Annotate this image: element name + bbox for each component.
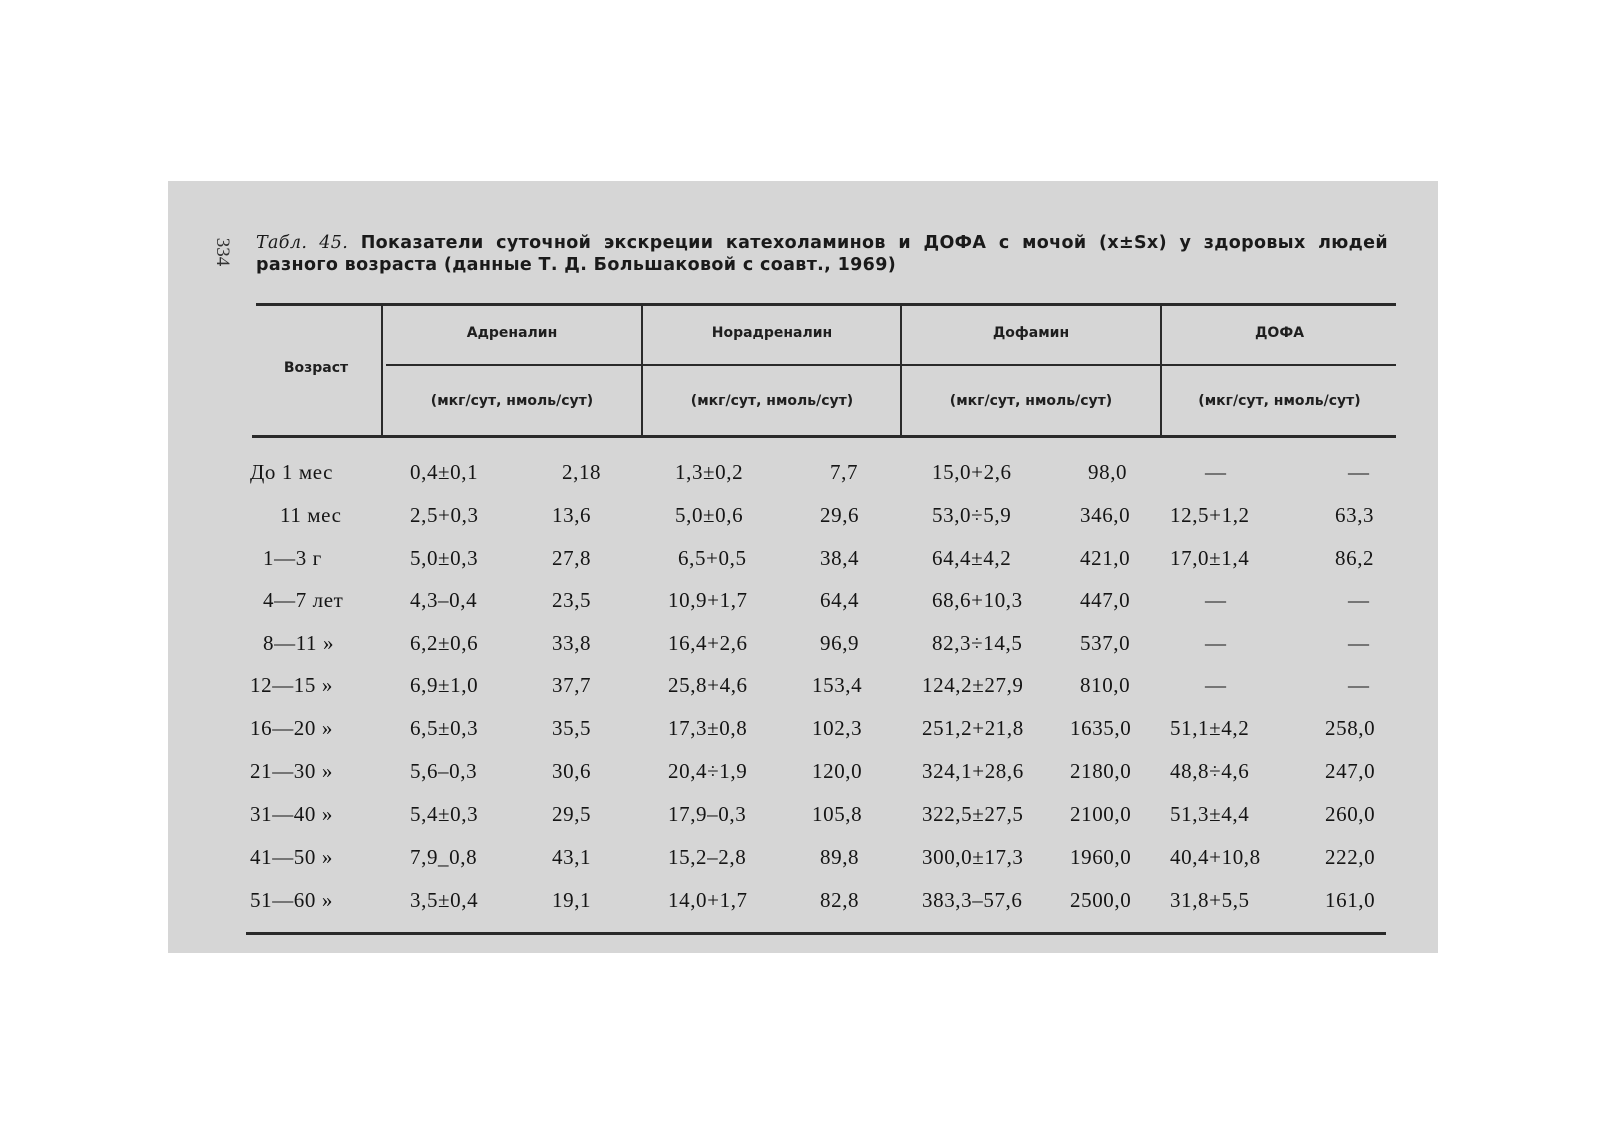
cell-adrenaline-nmol: 19,1 — [552, 888, 592, 912]
caption-text: Показатели суточной экскреции катехоламинов и ДОФА с мочой (x±Sx) у здоровых людей разного возраста (данные Т. Д. Большаковой с соавт., 1969) — [256, 233, 1388, 275]
cell-age: До 1 мес — [250, 460, 334, 484]
cell-age: 16—20 » — [250, 716, 333, 740]
cell-dopa-mcg: — — [1205, 460, 1227, 484]
cell-dopamine-mcg: 64,4±4,2 — [932, 546, 1012, 570]
cell-noradrenaline-mcg: 17,9–0,3 — [668, 802, 747, 826]
cell-dopamine-mcg: 300,0±17,3 — [922, 845, 1024, 869]
cell-dopamine-mcg: 322,5±27,5 — [922, 802, 1024, 826]
header-noradrenaline: Норадреналин — [711, 325, 833, 341]
cell-dopamine-mcg: 124,2±27,9 — [922, 673, 1024, 697]
cell-dopa-nmol: — — [1348, 631, 1370, 655]
cell-age: 51—60 » — [250, 888, 333, 912]
cell-dopamine-nmol: 810,0 — [1080, 673, 1131, 697]
header-dopamine: Дофамин — [992, 325, 1070, 341]
header-adrenaline: Адреналин — [466, 325, 558, 341]
cell-adrenaline-mcg: 7,9_0,8 — [410, 845, 478, 869]
cell-age: 8—11 » — [263, 631, 335, 655]
cell-dopa-nmol: 260,0 — [1325, 802, 1376, 826]
cell-noradrenaline-mcg: 16,4+2,6 — [668, 631, 748, 655]
cell-noradrenaline-mcg: 6,5+0,5 — [678, 546, 747, 570]
cell-noradrenaline-mcg: 10,9+1,7 — [668, 588, 748, 612]
cell-adrenaline-mcg: 3,5±0,4 — [410, 888, 479, 912]
header-units: (мкг/сут, нмоль/сут) — [690, 393, 854, 409]
cell-adrenaline-nmol: 29,5 — [552, 802, 592, 826]
cell-noradrenaline-mcg: 15,2–2,8 — [668, 845, 747, 869]
cell-dopa-nmol: 247,0 — [1325, 759, 1376, 783]
cell-age: 21—30 » — [250, 759, 333, 783]
cell-noradrenaline-mcg: 5,0±0,6 — [675, 503, 744, 527]
cell-adrenaline-nmol: 27,8 — [552, 546, 592, 570]
cell-noradrenaline-mcg: 1,3±0,2 — [675, 460, 744, 484]
column-divider — [900, 306, 902, 435]
cell-noradrenaline-nmol: 96,9 — [820, 631, 860, 655]
cell-noradrenaline-mcg: 25,8+4,6 — [668, 673, 748, 697]
cell-dopamine-mcg: 82,3÷14,5 — [932, 631, 1023, 655]
header-units: (мкг/сут, нмоль/сут) — [1198, 393, 1361, 409]
cell-age: 31—40 » — [250, 802, 333, 826]
cell-dopa-mcg: 12,5+1,2 — [1170, 503, 1250, 527]
cell-adrenaline-mcg: 5,0±0,3 — [410, 546, 479, 570]
cell-dopa-mcg: 31,8+5,5 — [1170, 888, 1250, 912]
cell-noradrenaline-nmol: 102,3 — [812, 716, 863, 740]
page-number: 334 — [212, 237, 233, 267]
cell-age: 4—7 лет — [263, 588, 344, 612]
cell-dopa-nmol: — — [1348, 460, 1370, 484]
column-divider — [381, 306, 383, 435]
cell-age: 12—15 » — [250, 673, 333, 697]
cell-dopa-mcg: — — [1205, 631, 1227, 655]
cell-noradrenaline-nmol: 82,8 — [820, 888, 860, 912]
cell-dopa-nmol: — — [1348, 673, 1370, 697]
cell-adrenaline-mcg: 4,3–0,4 — [410, 588, 478, 612]
cell-noradrenaline-mcg: 14,0+1,7 — [668, 888, 748, 912]
cell-adrenaline-mcg: 2,5+0,3 — [410, 503, 479, 527]
cell-dopamine-mcg: 251,2+21,8 — [922, 716, 1024, 740]
column-divider — [1160, 306, 1162, 435]
header-dopa: ДОФА — [1254, 325, 1305, 341]
cell-dopamine-nmol: 1960,0 — [1070, 845, 1132, 869]
cell-dopamine-mcg: 53,0÷5,9 — [932, 503, 1012, 527]
cell-dopa-nmol: — — [1348, 588, 1370, 612]
cell-age: 41—50 » — [250, 845, 333, 869]
cell-adrenaline-mcg: 6,2±0,6 — [410, 631, 479, 655]
cell-dopa-nmol: 86,2 — [1335, 546, 1375, 570]
cell-noradrenaline-nmol: 153,4 — [812, 673, 863, 697]
cell-noradrenaline-nmol: 38,4 — [820, 546, 860, 570]
cell-adrenaline-nmol: 43,1 — [552, 845, 592, 869]
header-units: (мкг/сут, нмоль/сут) — [949, 393, 1113, 409]
top-rule — [256, 303, 1396, 306]
cell-dopamine-nmol: 2180,0 — [1070, 759, 1132, 783]
cell-noradrenaline-nmol: 7,7 — [830, 460, 859, 484]
cell-dopa-nmol: 258,0 — [1325, 716, 1376, 740]
header-group-rule — [386, 364, 1396, 366]
cell-adrenaline-nmol: 33,8 — [552, 631, 592, 655]
cell-noradrenaline-nmol: 120,0 — [812, 759, 863, 783]
cell-dopa-mcg: — — [1205, 673, 1227, 697]
cell-dopamine-mcg: 68,6+10,3 — [932, 588, 1023, 612]
cell-age: 11 мес — [280, 503, 342, 527]
cell-dopamine-nmol: 2100,0 — [1070, 802, 1132, 826]
cell-noradrenaline-nmol: 64,4 — [820, 588, 860, 612]
cell-dopa-mcg: 51,1±4,2 — [1170, 716, 1250, 740]
cell-noradrenaline-mcg: 17,3±0,8 — [668, 716, 748, 740]
cell-adrenaline-nmol: 2,18 — [562, 460, 602, 484]
cell-noradrenaline-nmol: 89,8 — [820, 845, 860, 869]
cell-adrenaline-mcg: 5,4±0,3 — [410, 802, 479, 826]
cell-dopamine-nmol: 447,0 — [1080, 588, 1131, 612]
cell-dopamine-mcg: 324,1+28,6 — [922, 759, 1024, 783]
cell-adrenaline-nmol: 37,7 — [552, 673, 592, 697]
cell-dopamine-mcg: 15,0+2,6 — [932, 460, 1012, 484]
cell-age: 1—3 г — [263, 546, 322, 570]
header-age: Возраст — [283, 360, 349, 376]
header-bottom-rule — [252, 435, 1396, 438]
cell-noradrenaline-nmol: 29,6 — [820, 503, 860, 527]
cell-noradrenaline-nmol: 105,8 — [812, 802, 863, 826]
cell-dopa-mcg: 51,3±4,4 — [1170, 802, 1250, 826]
cell-adrenaline-nmol: 13,6 — [552, 503, 592, 527]
cell-dopamine-nmol: 1635,0 — [1070, 716, 1132, 740]
cell-dopa-nmol: 161,0 — [1325, 888, 1376, 912]
cell-dopa-mcg: 48,8÷4,6 — [1170, 759, 1250, 783]
bottom-rule — [246, 932, 1386, 935]
cell-adrenaline-nmol: 30,6 — [552, 759, 592, 783]
cell-dopamine-nmol: 2500,0 — [1070, 888, 1132, 912]
column-divider — [641, 306, 643, 435]
cell-adrenaline-nmol: 35,5 — [552, 716, 592, 740]
caption-label: Табл. 45. — [256, 233, 349, 253]
cell-adrenaline-mcg: 6,9±1,0 — [410, 673, 479, 697]
cell-dopa-nmol: 222,0 — [1325, 845, 1376, 869]
cell-noradrenaline-mcg: 20,4÷1,9 — [668, 759, 748, 783]
cell-dopamine-nmol: 98,0 — [1088, 460, 1128, 484]
cell-dopamine-nmol: 421,0 — [1080, 546, 1131, 570]
cell-dopa-mcg: 17,0±1,4 — [1170, 546, 1250, 570]
header-units: (мкг/сут, нмоль/сут) — [430, 393, 594, 409]
cell-dopa-nmol: 63,3 — [1335, 503, 1375, 527]
cell-adrenaline-mcg: 0,4±0,1 — [410, 460, 479, 484]
cell-dopa-mcg: — — [1205, 588, 1227, 612]
cell-dopa-mcg: 40,4+10,8 — [1170, 845, 1261, 869]
table-caption — [256, 232, 1388, 276]
cell-adrenaline-mcg: 6,5±0,3 — [410, 716, 479, 740]
cell-dopamine-nmol: 346,0 — [1080, 503, 1131, 527]
cell-dopamine-nmol: 537,0 — [1080, 631, 1131, 655]
cell-dopamine-mcg: 383,3–57,6 — [922, 888, 1023, 912]
cell-adrenaline-mcg: 5,6–0,3 — [410, 759, 478, 783]
cell-adrenaline-nmol: 23,5 — [552, 588, 592, 612]
